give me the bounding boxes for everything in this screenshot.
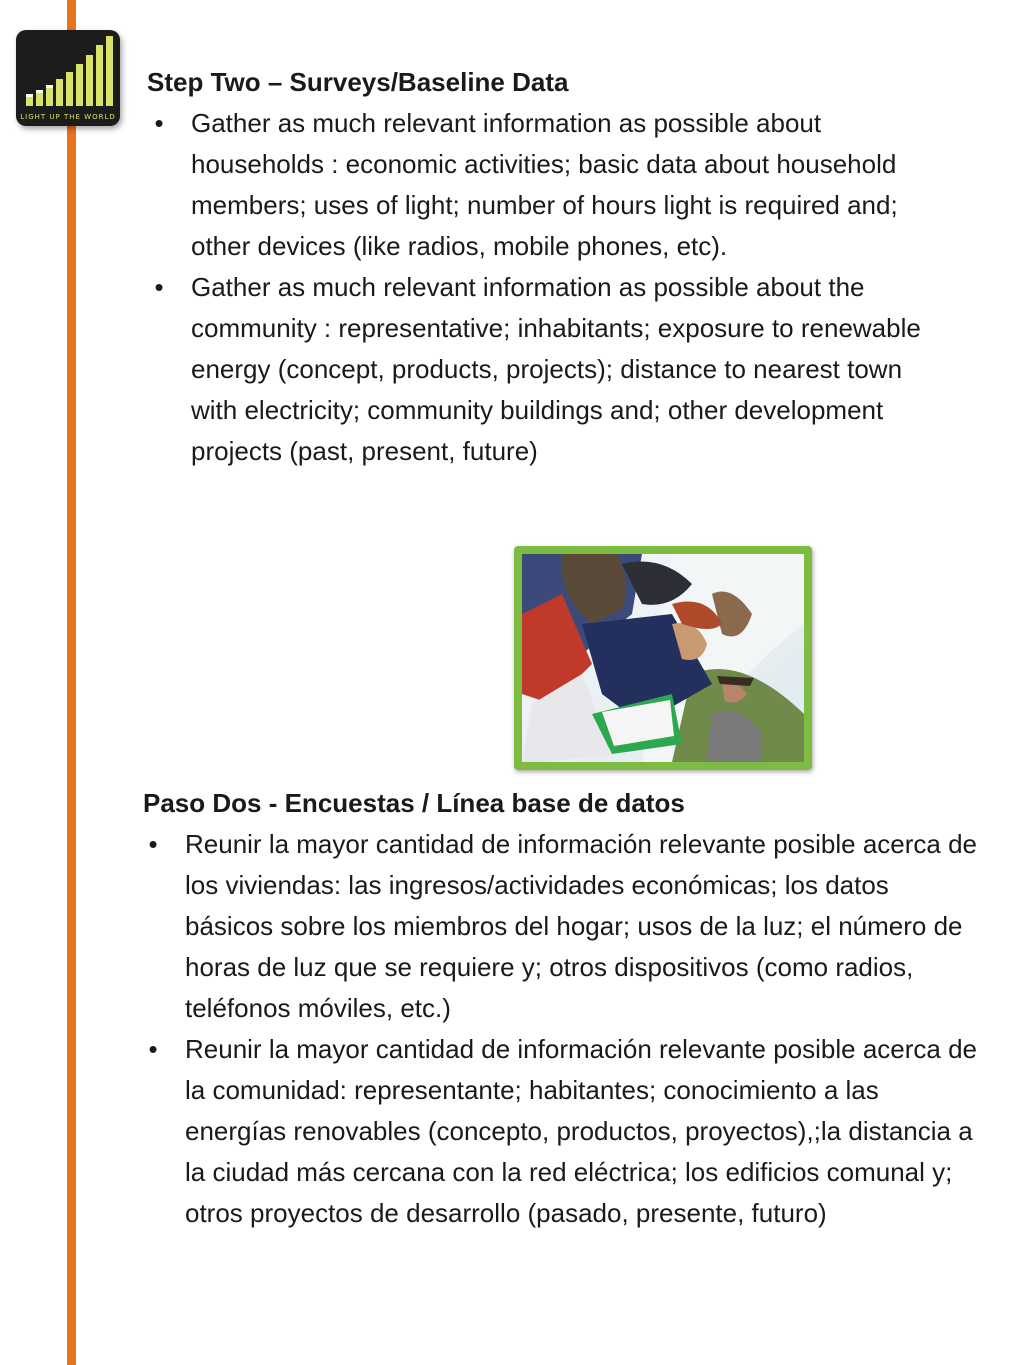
logo-bars-graphic xyxy=(16,30,120,126)
list-item xyxy=(148,824,983,1029)
english-bullet-list xyxy=(154,103,947,472)
accent-bar xyxy=(67,0,76,1365)
light-up-the-world-logo xyxy=(16,30,120,126)
survey-photo-image xyxy=(522,554,804,762)
bullet-text: Reunir la mayor cantidad de información relevante posible acerca de la comunidad: representante; habitantes; conocimiento a las energías renovables (concepto, productos, proyectos),;la distancia a la ciudad más cercana con la red eléctrica; los edificios comunal y; otros proyectos de desarrollo (pasado, presente, futuro) xyxy=(185,1034,977,1228)
spanish-section xyxy=(143,783,983,1234)
bullet-icon: • xyxy=(148,1034,158,1064)
survey-photo xyxy=(514,546,812,770)
bullet-icon: • xyxy=(148,829,158,859)
list-item xyxy=(154,267,947,472)
bullet-icon: • xyxy=(154,272,164,302)
bullet-text: Gather as much relevant information as possible about the community : representative; inhabitants; exposure to renewable energy (concept, products, projects); distance to nearest town with electricity; community buildings and; other development projects (past, present, future) xyxy=(191,272,921,466)
bullet-text: Gather as much relevant information as possible about households : economic activities; basic data about household members; uses of light; number of hours light is required and; other devices (like radios, mobile phones, etc). xyxy=(191,108,898,261)
logo-text: LIGHT UP THE WORLD xyxy=(20,113,116,121)
english-heading: Step Two – Surveys/Baseline Data xyxy=(147,67,569,97)
list-item xyxy=(154,103,947,267)
list-item xyxy=(148,1029,983,1234)
spanish-heading: Paso Dos - Encuestas / Línea base de datos xyxy=(143,788,685,818)
spanish-bullet-list xyxy=(148,824,983,1234)
english-section xyxy=(147,62,947,472)
bullet-icon: • xyxy=(154,108,164,138)
bullet-text: Reunir la mayor cantidad de información relevante posible acerca de los viviendas: las ingresos/actividades económicas; los datos básicos sobre los miembros del hogar; usos de la luz; el número de horas de luz que se requiere y; otros dispositivos (como radios, teléfonos móviles, etc.) xyxy=(185,829,977,1023)
